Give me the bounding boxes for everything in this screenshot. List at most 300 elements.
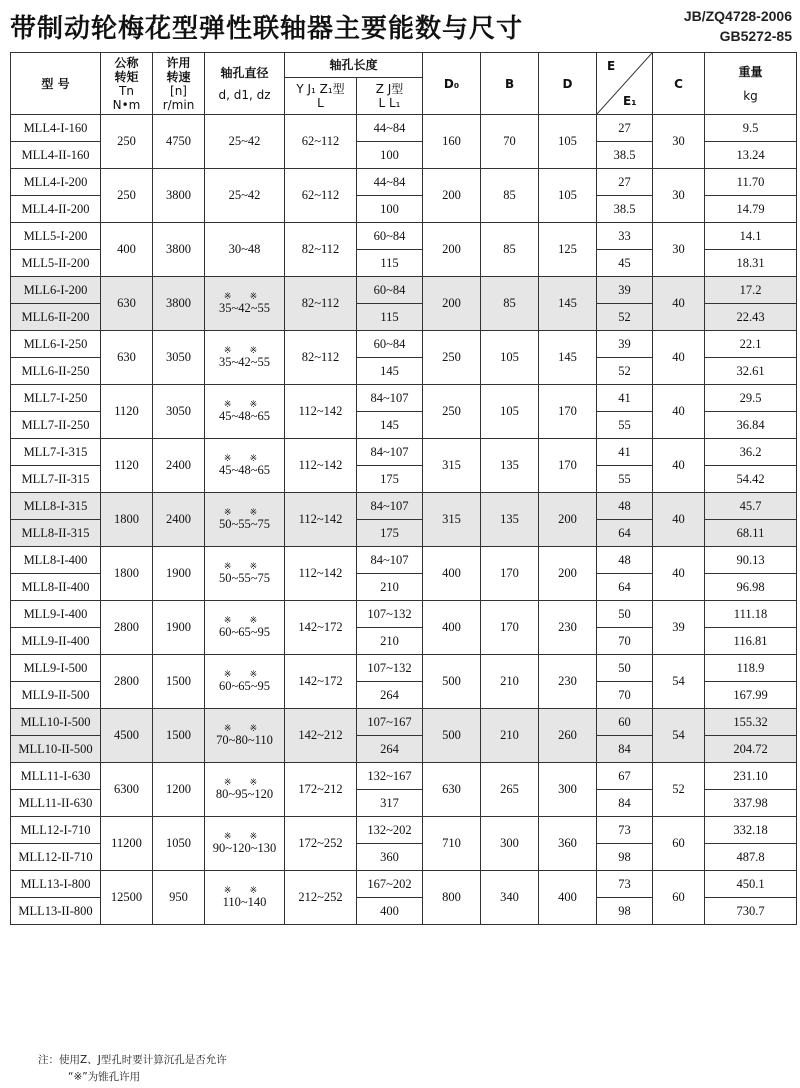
bore-len-l1-cell: 107~167 bbox=[357, 709, 423, 736]
header-torque-line: 公称 bbox=[114, 55, 139, 70]
d-cell: 230 bbox=[539, 655, 597, 709]
c-cell: 40 bbox=[653, 277, 705, 331]
e-cell: 73 bbox=[597, 817, 653, 844]
header-weight-line: kg bbox=[743, 88, 758, 103]
bore-dia-value: 60~65~95 bbox=[218, 678, 271, 693]
weight-cell: 36.2 bbox=[705, 439, 797, 466]
b-cell: 170 bbox=[481, 547, 539, 601]
bore-dia-cell bbox=[205, 871, 285, 925]
model-cell: MLL13-II-800 bbox=[11, 898, 101, 925]
model-cell: MLL10-II-500 bbox=[11, 736, 101, 763]
header-e1-label: E₁ bbox=[623, 94, 637, 108]
model-cell: MLL8-II-400 bbox=[11, 574, 101, 601]
d0-cell: 400 bbox=[423, 547, 481, 601]
bore-len-l-cell: 82~112 bbox=[285, 331, 357, 385]
bore-len-l-cell: 112~142 bbox=[285, 439, 357, 493]
bore-len-l1-cell: 210 bbox=[357, 574, 423, 601]
bore-len-l1-cell: 210 bbox=[357, 628, 423, 655]
taper-mark: ※ ※ bbox=[223, 668, 266, 679]
header-bore-len: 轴孔长度 bbox=[285, 53, 423, 78]
c-cell: 40 bbox=[653, 439, 705, 493]
e-cell: 50 bbox=[597, 655, 653, 682]
model-cell: MLL9-I-500 bbox=[11, 655, 101, 682]
bore-dia-cell bbox=[205, 169, 285, 223]
weight-cell: 11.70 bbox=[705, 169, 797, 196]
e1-cell: 98 bbox=[597, 898, 653, 925]
spec-table bbox=[10, 52, 797, 925]
d0-cell: 630 bbox=[423, 763, 481, 817]
speed-cell: 3050 bbox=[153, 385, 205, 439]
e-cell: 27 bbox=[597, 115, 653, 142]
e1-cell: 70 bbox=[597, 628, 653, 655]
table-row bbox=[11, 655, 797, 682]
header-zj-line: Z J型 bbox=[375, 82, 404, 96]
header-yj bbox=[285, 78, 357, 115]
model-cell: MLL7-II-315 bbox=[11, 466, 101, 493]
bore-len-l-cell: 172~212 bbox=[285, 763, 357, 817]
standard-codes bbox=[684, 6, 792, 46]
model-cell: MLL4-II-200 bbox=[11, 196, 101, 223]
table-row bbox=[11, 439, 797, 466]
footnote: “※”为锥孔许用 bbox=[68, 1071, 141, 1083]
bore-len-l1-cell: 60~84 bbox=[357, 223, 423, 250]
table-row bbox=[11, 331, 797, 358]
d-cell: 170 bbox=[539, 439, 597, 493]
table-row bbox=[11, 871, 797, 898]
model-cell: MLL5-II-200 bbox=[11, 250, 101, 277]
bore-len-l1-cell: 115 bbox=[357, 304, 423, 331]
bore-len-l1-cell: 84~107 bbox=[357, 547, 423, 574]
bore-len-l1-cell: 317 bbox=[357, 790, 423, 817]
e1-cell: 38.5 bbox=[597, 196, 653, 223]
d0-cell: 315 bbox=[423, 493, 481, 547]
e1-cell: 55 bbox=[597, 466, 653, 493]
speed-cell: 1900 bbox=[153, 601, 205, 655]
e1-cell: 52 bbox=[597, 358, 653, 385]
torque-cell: 1120 bbox=[101, 385, 153, 439]
d0-cell: 200 bbox=[423, 277, 481, 331]
header-bore-dia bbox=[205, 53, 285, 115]
speed-cell: 950 bbox=[153, 871, 205, 925]
bore-len-l-cell: 142~172 bbox=[285, 601, 357, 655]
header-yj-line: L bbox=[317, 96, 324, 110]
d-cell: 105 bbox=[539, 115, 597, 169]
bore-len-l-cell: 142~172 bbox=[285, 655, 357, 709]
e1-cell: 70 bbox=[597, 682, 653, 709]
bore-dia-cell bbox=[205, 817, 285, 871]
e1-cell: 52 bbox=[597, 304, 653, 331]
e-cell: 73 bbox=[597, 871, 653, 898]
b-cell: 210 bbox=[481, 655, 539, 709]
speed-cell: 1500 bbox=[153, 655, 205, 709]
b-cell: 265 bbox=[481, 763, 539, 817]
d0-cell: 400 bbox=[423, 601, 481, 655]
weight-cell: 167.99 bbox=[705, 682, 797, 709]
bore-len-l1-cell: 167~202 bbox=[357, 871, 423, 898]
torque-cell: 1800 bbox=[101, 547, 153, 601]
bore-dia-cell bbox=[205, 223, 285, 277]
header-speed-line: r/min bbox=[162, 97, 195, 112]
taper-mark: ※ ※ bbox=[223, 290, 266, 301]
d-cell: 260 bbox=[539, 709, 597, 763]
bore-len-l1-cell: 44~84 bbox=[357, 169, 423, 196]
model-cell: MLL5-I-200 bbox=[11, 223, 101, 250]
bore-len-l1-cell: 360 bbox=[357, 844, 423, 871]
header-torque-line: 转矩 bbox=[114, 69, 139, 84]
bore-dia-cell bbox=[205, 331, 285, 385]
bore-len-l1-cell: 84~107 bbox=[357, 493, 423, 520]
c-cell: 60 bbox=[653, 817, 705, 871]
bore-dia-value: 25~42 bbox=[228, 188, 261, 202]
e-cell: 39 bbox=[597, 331, 653, 358]
c-cell: 54 bbox=[653, 655, 705, 709]
bore-dia-value: 110~140 bbox=[222, 894, 267, 909]
d-cell: 360 bbox=[539, 817, 597, 871]
torque-cell: 12500 bbox=[101, 871, 153, 925]
standard-code: GB5272-85 bbox=[719, 28, 792, 44]
d0-cell: 315 bbox=[423, 439, 481, 493]
torque-cell: 400 bbox=[101, 223, 153, 277]
d-cell: 125 bbox=[539, 223, 597, 277]
taper-mark: ※ ※ bbox=[223, 506, 266, 517]
bore-dia-value: 45~48~65 bbox=[218, 462, 271, 477]
taper-mark: ※ ※ bbox=[223, 398, 266, 409]
c-cell: 52 bbox=[653, 763, 705, 817]
c-cell: 30 bbox=[653, 223, 705, 277]
e1-cell: 98 bbox=[597, 844, 653, 871]
bore-dia-value: 60~65~95 bbox=[218, 624, 271, 639]
bore-len-l-cell: 142~212 bbox=[285, 709, 357, 763]
weight-cell: 54.42 bbox=[705, 466, 797, 493]
header-torque-line: N•m bbox=[112, 97, 141, 112]
weight-cell: 111.18 bbox=[705, 601, 797, 628]
model-cell: MLL6-I-250 bbox=[11, 331, 101, 358]
torque-cell: 1800 bbox=[101, 493, 153, 547]
weight-cell: 231.10 bbox=[705, 763, 797, 790]
e1-cell: 84 bbox=[597, 790, 653, 817]
bore-len-l1-cell: 175 bbox=[357, 520, 423, 547]
header-weight bbox=[705, 53, 797, 115]
weight-cell: 36.84 bbox=[705, 412, 797, 439]
d0-cell: 160 bbox=[423, 115, 481, 169]
table-row bbox=[11, 223, 797, 250]
bore-len-l-cell: 82~112 bbox=[285, 223, 357, 277]
c-cell: 54 bbox=[653, 709, 705, 763]
d-cell: 400 bbox=[539, 871, 597, 925]
bore-len-l-cell: 62~112 bbox=[285, 169, 357, 223]
speed-cell: 3050 bbox=[153, 331, 205, 385]
bore-dia-value: 35~42~55 bbox=[218, 300, 271, 315]
weight-cell: 22.1 bbox=[705, 331, 797, 358]
table-row bbox=[11, 763, 797, 790]
speed-cell: 1500 bbox=[153, 709, 205, 763]
bore-len-l1-cell: 60~84 bbox=[357, 277, 423, 304]
bore-len-l-cell: 212~252 bbox=[285, 871, 357, 925]
table-row bbox=[11, 169, 797, 196]
torque-cell: 2800 bbox=[101, 655, 153, 709]
c-cell: 40 bbox=[653, 547, 705, 601]
model-cell: MLL8-I-315 bbox=[11, 493, 101, 520]
c-cell: 40 bbox=[653, 493, 705, 547]
e-cell: 41 bbox=[597, 385, 653, 412]
model-cell: MLL4-I-160 bbox=[11, 115, 101, 142]
d-cell: 200 bbox=[539, 547, 597, 601]
taper-mark: ※ ※ bbox=[223, 344, 266, 355]
weight-cell: 13.24 bbox=[705, 142, 797, 169]
weight-cell: 9.5 bbox=[705, 115, 797, 142]
c-cell: 39 bbox=[653, 601, 705, 655]
weight-cell: 332.18 bbox=[705, 817, 797, 844]
d-cell: 145 bbox=[539, 277, 597, 331]
e1-cell: 84 bbox=[597, 736, 653, 763]
b-cell: 85 bbox=[481, 223, 539, 277]
bore-dia-cell bbox=[205, 277, 285, 331]
bore-dia-cell bbox=[205, 709, 285, 763]
e1-cell: 55 bbox=[597, 412, 653, 439]
footnotes bbox=[38, 1052, 227, 1086]
speed-cell: 3800 bbox=[153, 277, 205, 331]
torque-cell: 630 bbox=[101, 277, 153, 331]
bore-len-l1-cell: 175 bbox=[357, 466, 423, 493]
e-cell: 39 bbox=[597, 277, 653, 304]
weight-cell: 155.32 bbox=[705, 709, 797, 736]
model-cell: MLL9-I-400 bbox=[11, 601, 101, 628]
weight-cell: 96.98 bbox=[705, 574, 797, 601]
table-row bbox=[11, 547, 797, 574]
bore-dia-cell bbox=[205, 547, 285, 601]
weight-cell: 17.2 bbox=[705, 277, 797, 304]
b-cell: 135 bbox=[481, 439, 539, 493]
model-cell: MLL11-II-630 bbox=[11, 790, 101, 817]
bore-len-l1-cell: 84~107 bbox=[357, 385, 423, 412]
bore-len-l-cell: 82~112 bbox=[285, 277, 357, 331]
table-row bbox=[11, 817, 797, 844]
taper-mark: ※ ※ bbox=[223, 722, 266, 733]
c-cell: 30 bbox=[653, 115, 705, 169]
d0-cell: 250 bbox=[423, 331, 481, 385]
header-d0: D₀ bbox=[423, 53, 481, 115]
e1-cell: 64 bbox=[597, 520, 653, 547]
d0-cell: 250 bbox=[423, 385, 481, 439]
weight-cell: 45.7 bbox=[705, 493, 797, 520]
b-cell: 300 bbox=[481, 817, 539, 871]
model-cell: MLL6-II-250 bbox=[11, 358, 101, 385]
taper-mark: ※ ※ bbox=[223, 830, 266, 841]
bore-len-l-cell: 112~142 bbox=[285, 493, 357, 547]
bore-dia-value: 90~120~130 bbox=[212, 840, 277, 855]
bore-dia-cell bbox=[205, 439, 285, 493]
model-cell: MLL12-I-710 bbox=[11, 817, 101, 844]
header-speed-line: 许用 bbox=[166, 55, 191, 70]
torque-cell: 4500 bbox=[101, 709, 153, 763]
e1-cell: 64 bbox=[597, 574, 653, 601]
bore-dia-cell bbox=[205, 655, 285, 709]
taper-mark: ※ ※ bbox=[223, 614, 266, 625]
d-cell: 105 bbox=[539, 169, 597, 223]
bore-len-l1-cell: 84~107 bbox=[357, 439, 423, 466]
model-cell: MLL13-I-800 bbox=[11, 871, 101, 898]
standard-code: JB/ZQ4728-2006 bbox=[683, 8, 792, 24]
e-cell: 67 bbox=[597, 763, 653, 790]
model-cell: MLL9-II-500 bbox=[11, 682, 101, 709]
speed-cell: 1200 bbox=[153, 763, 205, 817]
d0-cell: 710 bbox=[423, 817, 481, 871]
c-cell: 40 bbox=[653, 331, 705, 385]
bore-len-l1-cell: 264 bbox=[357, 736, 423, 763]
speed-cell: 2400 bbox=[153, 439, 205, 493]
bore-dia-value: 80~95~120 bbox=[215, 786, 274, 801]
model-cell: MLL4-I-200 bbox=[11, 169, 101, 196]
header-bore-dia-line: 轴孔直径 bbox=[220, 65, 269, 80]
weight-cell: 18.31 bbox=[705, 250, 797, 277]
bore-dia-cell bbox=[205, 385, 285, 439]
model-cell: MLL8-I-400 bbox=[11, 547, 101, 574]
torque-cell: 1120 bbox=[101, 439, 153, 493]
bore-len-l1-cell: 145 bbox=[357, 358, 423, 385]
b-cell: 135 bbox=[481, 493, 539, 547]
b-cell: 210 bbox=[481, 709, 539, 763]
bore-dia-value: 45~48~65 bbox=[218, 408, 271, 423]
taper-mark: ※ ※ bbox=[223, 884, 266, 895]
bore-len-l1-cell: 100 bbox=[357, 142, 423, 169]
table-row bbox=[11, 709, 797, 736]
header-speed-line: 转速 bbox=[166, 69, 191, 84]
d0-cell: 500 bbox=[423, 655, 481, 709]
torque-cell: 250 bbox=[101, 115, 153, 169]
d-cell: 170 bbox=[539, 385, 597, 439]
bore-dia-value: 25~42 bbox=[228, 134, 261, 148]
torque-cell: 2800 bbox=[101, 601, 153, 655]
torque-cell: 250 bbox=[101, 169, 153, 223]
weight-cell: 90.13 bbox=[705, 547, 797, 574]
torque-cell: 11200 bbox=[101, 817, 153, 871]
b-cell: 170 bbox=[481, 601, 539, 655]
taper-mark: ※ ※ bbox=[223, 560, 266, 571]
speed-cell: 1900 bbox=[153, 547, 205, 601]
c-cell: 60 bbox=[653, 871, 705, 925]
header-c: C bbox=[653, 53, 705, 115]
d0-cell: 200 bbox=[423, 169, 481, 223]
bore-len-l-cell: 112~142 bbox=[285, 547, 357, 601]
page-title: 带制动轮梅花型弹性联轴器主要能数与尺寸 bbox=[10, 14, 524, 44]
header-bore-dia-line: d, d1, dz bbox=[218, 87, 271, 102]
header-torque bbox=[101, 53, 153, 115]
table-row bbox=[11, 385, 797, 412]
taper-mark: ※ ※ bbox=[223, 452, 266, 463]
spec-table-body bbox=[11, 115, 797, 925]
model-cell: MLL7-II-250 bbox=[11, 412, 101, 439]
table-row bbox=[11, 277, 797, 304]
weight-cell: 32.61 bbox=[705, 358, 797, 385]
footnote: 注：使用Z、J型孔时要计算沉孔是否允许 bbox=[38, 1054, 227, 1066]
model-cell: MLL6-I-200 bbox=[11, 277, 101, 304]
e-cell: 48 bbox=[597, 547, 653, 574]
bore-dia-value: 70~80~110 bbox=[216, 732, 273, 747]
model-cell: MLL12-II-710 bbox=[11, 844, 101, 871]
c-cell: 40 bbox=[653, 385, 705, 439]
header-b: B bbox=[481, 53, 539, 115]
weight-cell: 487.8 bbox=[705, 844, 797, 871]
b-cell: 85 bbox=[481, 169, 539, 223]
weight-cell: 118.9 bbox=[705, 655, 797, 682]
bore-dia-value: 30~48 bbox=[228, 242, 261, 256]
table-row bbox=[11, 601, 797, 628]
torque-cell: 6300 bbox=[101, 763, 153, 817]
speed-cell: 4750 bbox=[153, 115, 205, 169]
e-cell: 41 bbox=[597, 439, 653, 466]
bore-len-l1-cell: 145 bbox=[357, 412, 423, 439]
header-e bbox=[597, 53, 653, 115]
bore-len-l1-cell: 100 bbox=[357, 196, 423, 223]
d-cell: 145 bbox=[539, 331, 597, 385]
weight-cell: 204.72 bbox=[705, 736, 797, 763]
weight-cell: 29.5 bbox=[705, 385, 797, 412]
d0-cell: 200 bbox=[423, 223, 481, 277]
bore-dia-value: 50~55~75 bbox=[218, 570, 271, 585]
model-cell: MLL7-I-315 bbox=[11, 439, 101, 466]
model-cell: MLL4-II-160 bbox=[11, 142, 101, 169]
e-cell: 27 bbox=[597, 169, 653, 196]
header-zj-line: L L₁ bbox=[378, 96, 401, 110]
header-model: 型 号 bbox=[11, 53, 101, 115]
model-cell: MLL6-II-200 bbox=[11, 304, 101, 331]
e-cell: 48 bbox=[597, 493, 653, 520]
model-cell: MLL9-II-400 bbox=[11, 628, 101, 655]
speed-cell: 3800 bbox=[153, 223, 205, 277]
bore-len-l1-cell: 60~84 bbox=[357, 331, 423, 358]
model-cell: MLL10-I-500 bbox=[11, 709, 101, 736]
weight-cell: 14.1 bbox=[705, 223, 797, 250]
bore-len-l1-cell: 400 bbox=[357, 898, 423, 925]
taper-mark: ※ ※ bbox=[223, 776, 266, 787]
bore-len-l1-cell: 264 bbox=[357, 682, 423, 709]
weight-cell: 450.1 bbox=[705, 871, 797, 898]
weight-cell: 68.11 bbox=[705, 520, 797, 547]
weight-cell: 14.79 bbox=[705, 196, 797, 223]
header-zj bbox=[357, 78, 423, 115]
header-speed bbox=[153, 53, 205, 115]
bore-len-l1-cell: 107~132 bbox=[357, 601, 423, 628]
bore-len-l-cell: 62~112 bbox=[285, 115, 357, 169]
b-cell: 340 bbox=[481, 871, 539, 925]
d0-cell: 800 bbox=[423, 871, 481, 925]
d-cell: 300 bbox=[539, 763, 597, 817]
b-cell: 85 bbox=[481, 277, 539, 331]
header-weight-line: 重量 bbox=[738, 64, 763, 79]
header-speed-line: [n] bbox=[170, 83, 187, 98]
weight-cell: 116.81 bbox=[705, 628, 797, 655]
speed-cell: 2400 bbox=[153, 493, 205, 547]
table-row bbox=[11, 493, 797, 520]
b-cell: 105 bbox=[481, 385, 539, 439]
e-cell: 60 bbox=[597, 709, 653, 736]
c-cell: 30 bbox=[653, 169, 705, 223]
d0-cell: 500 bbox=[423, 709, 481, 763]
header-d: D bbox=[539, 53, 597, 115]
e-cell: 50 bbox=[597, 601, 653, 628]
bore-len-l1-cell: 132~167 bbox=[357, 763, 423, 790]
bore-dia-cell bbox=[205, 493, 285, 547]
d-cell: 230 bbox=[539, 601, 597, 655]
e1-cell: 38.5 bbox=[597, 142, 653, 169]
b-cell: 70 bbox=[481, 115, 539, 169]
bore-len-l-cell: 112~142 bbox=[285, 385, 357, 439]
speed-cell: 1050 bbox=[153, 817, 205, 871]
bore-len-l1-cell: 107~132 bbox=[357, 655, 423, 682]
model-cell: MLL11-I-630 bbox=[11, 763, 101, 790]
bore-len-l-cell: 172~252 bbox=[285, 817, 357, 871]
model-cell: MLL8-II-315 bbox=[11, 520, 101, 547]
